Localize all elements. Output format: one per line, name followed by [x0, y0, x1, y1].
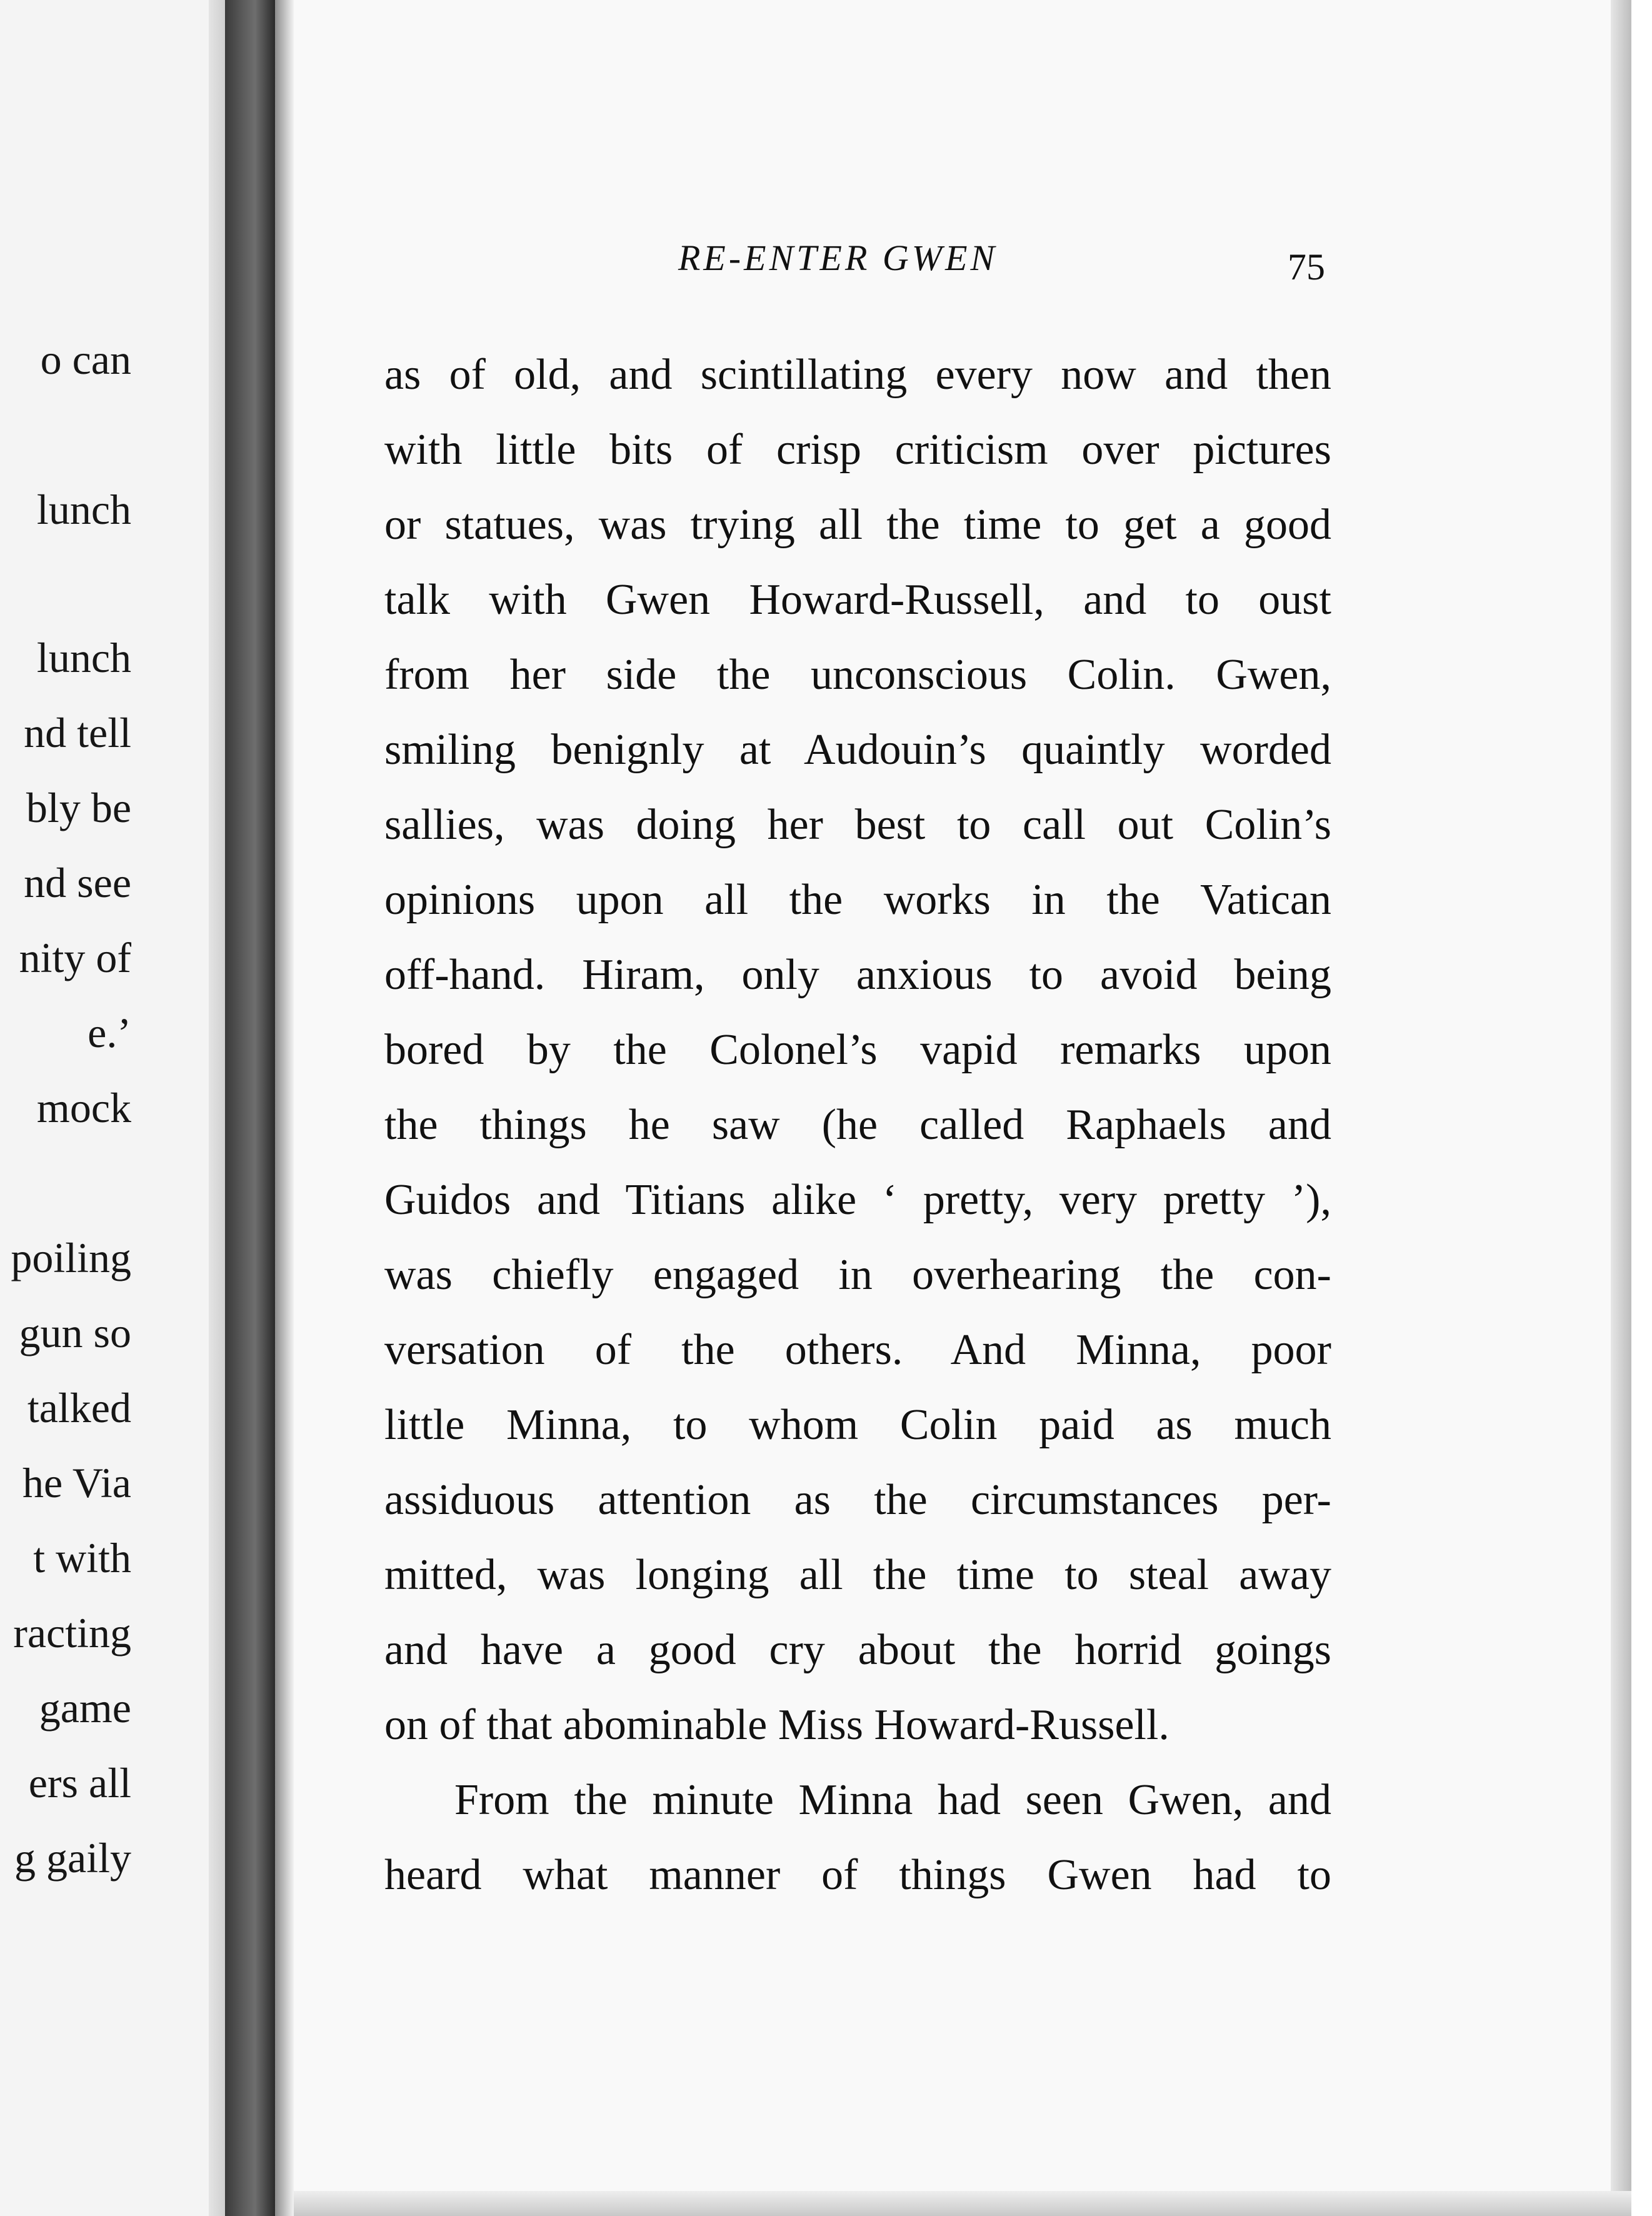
- left-page-line: nd tell: [24, 709, 131, 756]
- left-page-line: nd see: [24, 859, 131, 906]
- paragraph-first-line: From the minute Minna had seen Gwen, and: [454, 1776, 1331, 1824]
- right-page: [294, 0, 1631, 2216]
- text-line: from her side the unconscious Colin. Gwen,: [384, 651, 1331, 699]
- left-page-line: poiling: [11, 1234, 131, 1281]
- text-line: little Minna, to whom Colin paid as much: [384, 1401, 1331, 1449]
- text-line: with little bits of crisp criticism over pictures: [384, 426, 1331, 474]
- text-line: bored by the Colonel’s vapid remarks upon: [384, 1026, 1331, 1074]
- text-line: sallies, was doing her best to call out Colin’s: [384, 801, 1331, 849]
- text-line: the things he saw (he called Raphaels and: [384, 1101, 1331, 1149]
- text-line: versation of the others. And Minna, poor: [384, 1326, 1331, 1374]
- text-line: Guidos and Titians alike ‘ pretty, very pretty ’),: [384, 1176, 1331, 1224]
- gutter-shadow: [275, 0, 294, 2216]
- left-page-line: racting: [13, 1609, 131, 1657]
- left-page-line: g gaily: [14, 1834, 131, 1882]
- left-facing-page: [0, 0, 225, 2216]
- left-page-line: t with: [33, 1534, 131, 1582]
- page-right-edge: [1611, 0, 1631, 2216]
- left-page-line: he Via: [22, 1459, 131, 1507]
- text-line: talk with Gwen Howard-Russell, and to oust: [384, 576, 1331, 624]
- running-head: RE-ENTER GWEN: [678, 238, 998, 278]
- body-text: [384, 338, 1331, 1913]
- text-line: opinions upon all the works in the Vatican: [384, 876, 1331, 924]
- text-line: or statues, was trying all the time to get a good: [384, 501, 1331, 549]
- book-gutter: [225, 0, 275, 2216]
- left-page-line: lunch: [36, 634, 131, 681]
- left-page-line: game: [39, 1684, 131, 1732]
- text-line: smiling benignly at Audouin’s quaintly worded: [384, 726, 1331, 774]
- left-page-line: ers all: [28, 1759, 131, 1807]
- left-page-line: talked: [27, 1384, 131, 1431]
- text-line: as of old, and scintillating every now and then: [384, 351, 1331, 399]
- text-line: was chiefly engaged in overhearing the con-: [384, 1251, 1331, 1299]
- text-line: off-hand. Hiram, only anxious to avoid being: [384, 951, 1331, 999]
- left-page-line: bly be: [26, 784, 131, 831]
- left-page-line: gun so: [19, 1309, 131, 1356]
- text-line: mitted, was longing all the time to steal away: [384, 1551, 1331, 1599]
- left-page-edge: [209, 0, 225, 2216]
- page-number: 75: [1288, 246, 1325, 288]
- left-page-line: o can: [40, 336, 131, 383]
- text-line: and have a good cry about the horrid goings: [384, 1626, 1331, 1674]
- text-line: heard what manner of things Gwen had to: [384, 1851, 1331, 1899]
- left-page-line: mock: [36, 1084, 131, 1131]
- left-page-line: nity of: [19, 934, 131, 981]
- left-page-line: lunch: [36, 486, 131, 533]
- text-line: on of that abominable Miss Howard-Russell.: [384, 1701, 1169, 1749]
- text-line: assiduous attention as the circumstances per-: [384, 1476, 1331, 1524]
- left-page-line: e.’: [88, 1009, 131, 1056]
- page-bottom-edge: [294, 2191, 1631, 2216]
